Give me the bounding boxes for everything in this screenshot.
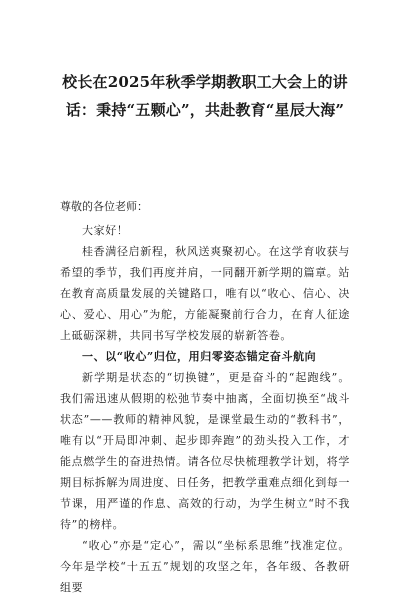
document-title: 校长在2025年秋季学期教职工大会上的讲话：秉持“五颗心”，共赴教育“星辰大海” <box>62 73 348 119</box>
salutation: 尊敬的各位老师： <box>60 200 148 213</box>
paragraph-3: “收心”亦是“定心”，需以“坐标系思维”找准定位。今年是学校“十五五”规划的攻坚之年，各年级、各教研组要 <box>60 539 350 594</box>
paragraph-2: 新学期是状态的“切换键”，更是奋斗的“起跑线”。我们需迅速从假期的松弛节奏中抽离，全面切换至“战斗状态”——教师的精神风貌，是课堂最生动的“教科书”，唯有以“开局即冲刺、起步即奔跑”的劲头投入工作，才能点燃学生的奋进热情。请各位尽快梳理教学计划，将学期目标拆解为周进度、日任务，把教学重难点细化到每一节课，用严谨的作息、高效的行动，为学生树立“时不我待”的榜样。 <box>60 371 351 531</box>
greeting: 大家好！ <box>82 224 129 237</box>
paragraph-1: 桂香满径启新程，秋风送爽聚初心。在这学育收获与希望的季节，我们再度并肩，一同翻开新学期的篇章。站在教育高质量发展的关键路口，唯有以“收心、信心、决心、爱心、用心”为舵，方能凝聚前行合力，在育人征途上砥砺深耕，共同书写学校发展的崭新答卷。 <box>60 245 350 342</box>
section-heading-1: 一、以“收心”归位，用归零姿态锚定奋斗航向 <box>82 350 317 363</box>
